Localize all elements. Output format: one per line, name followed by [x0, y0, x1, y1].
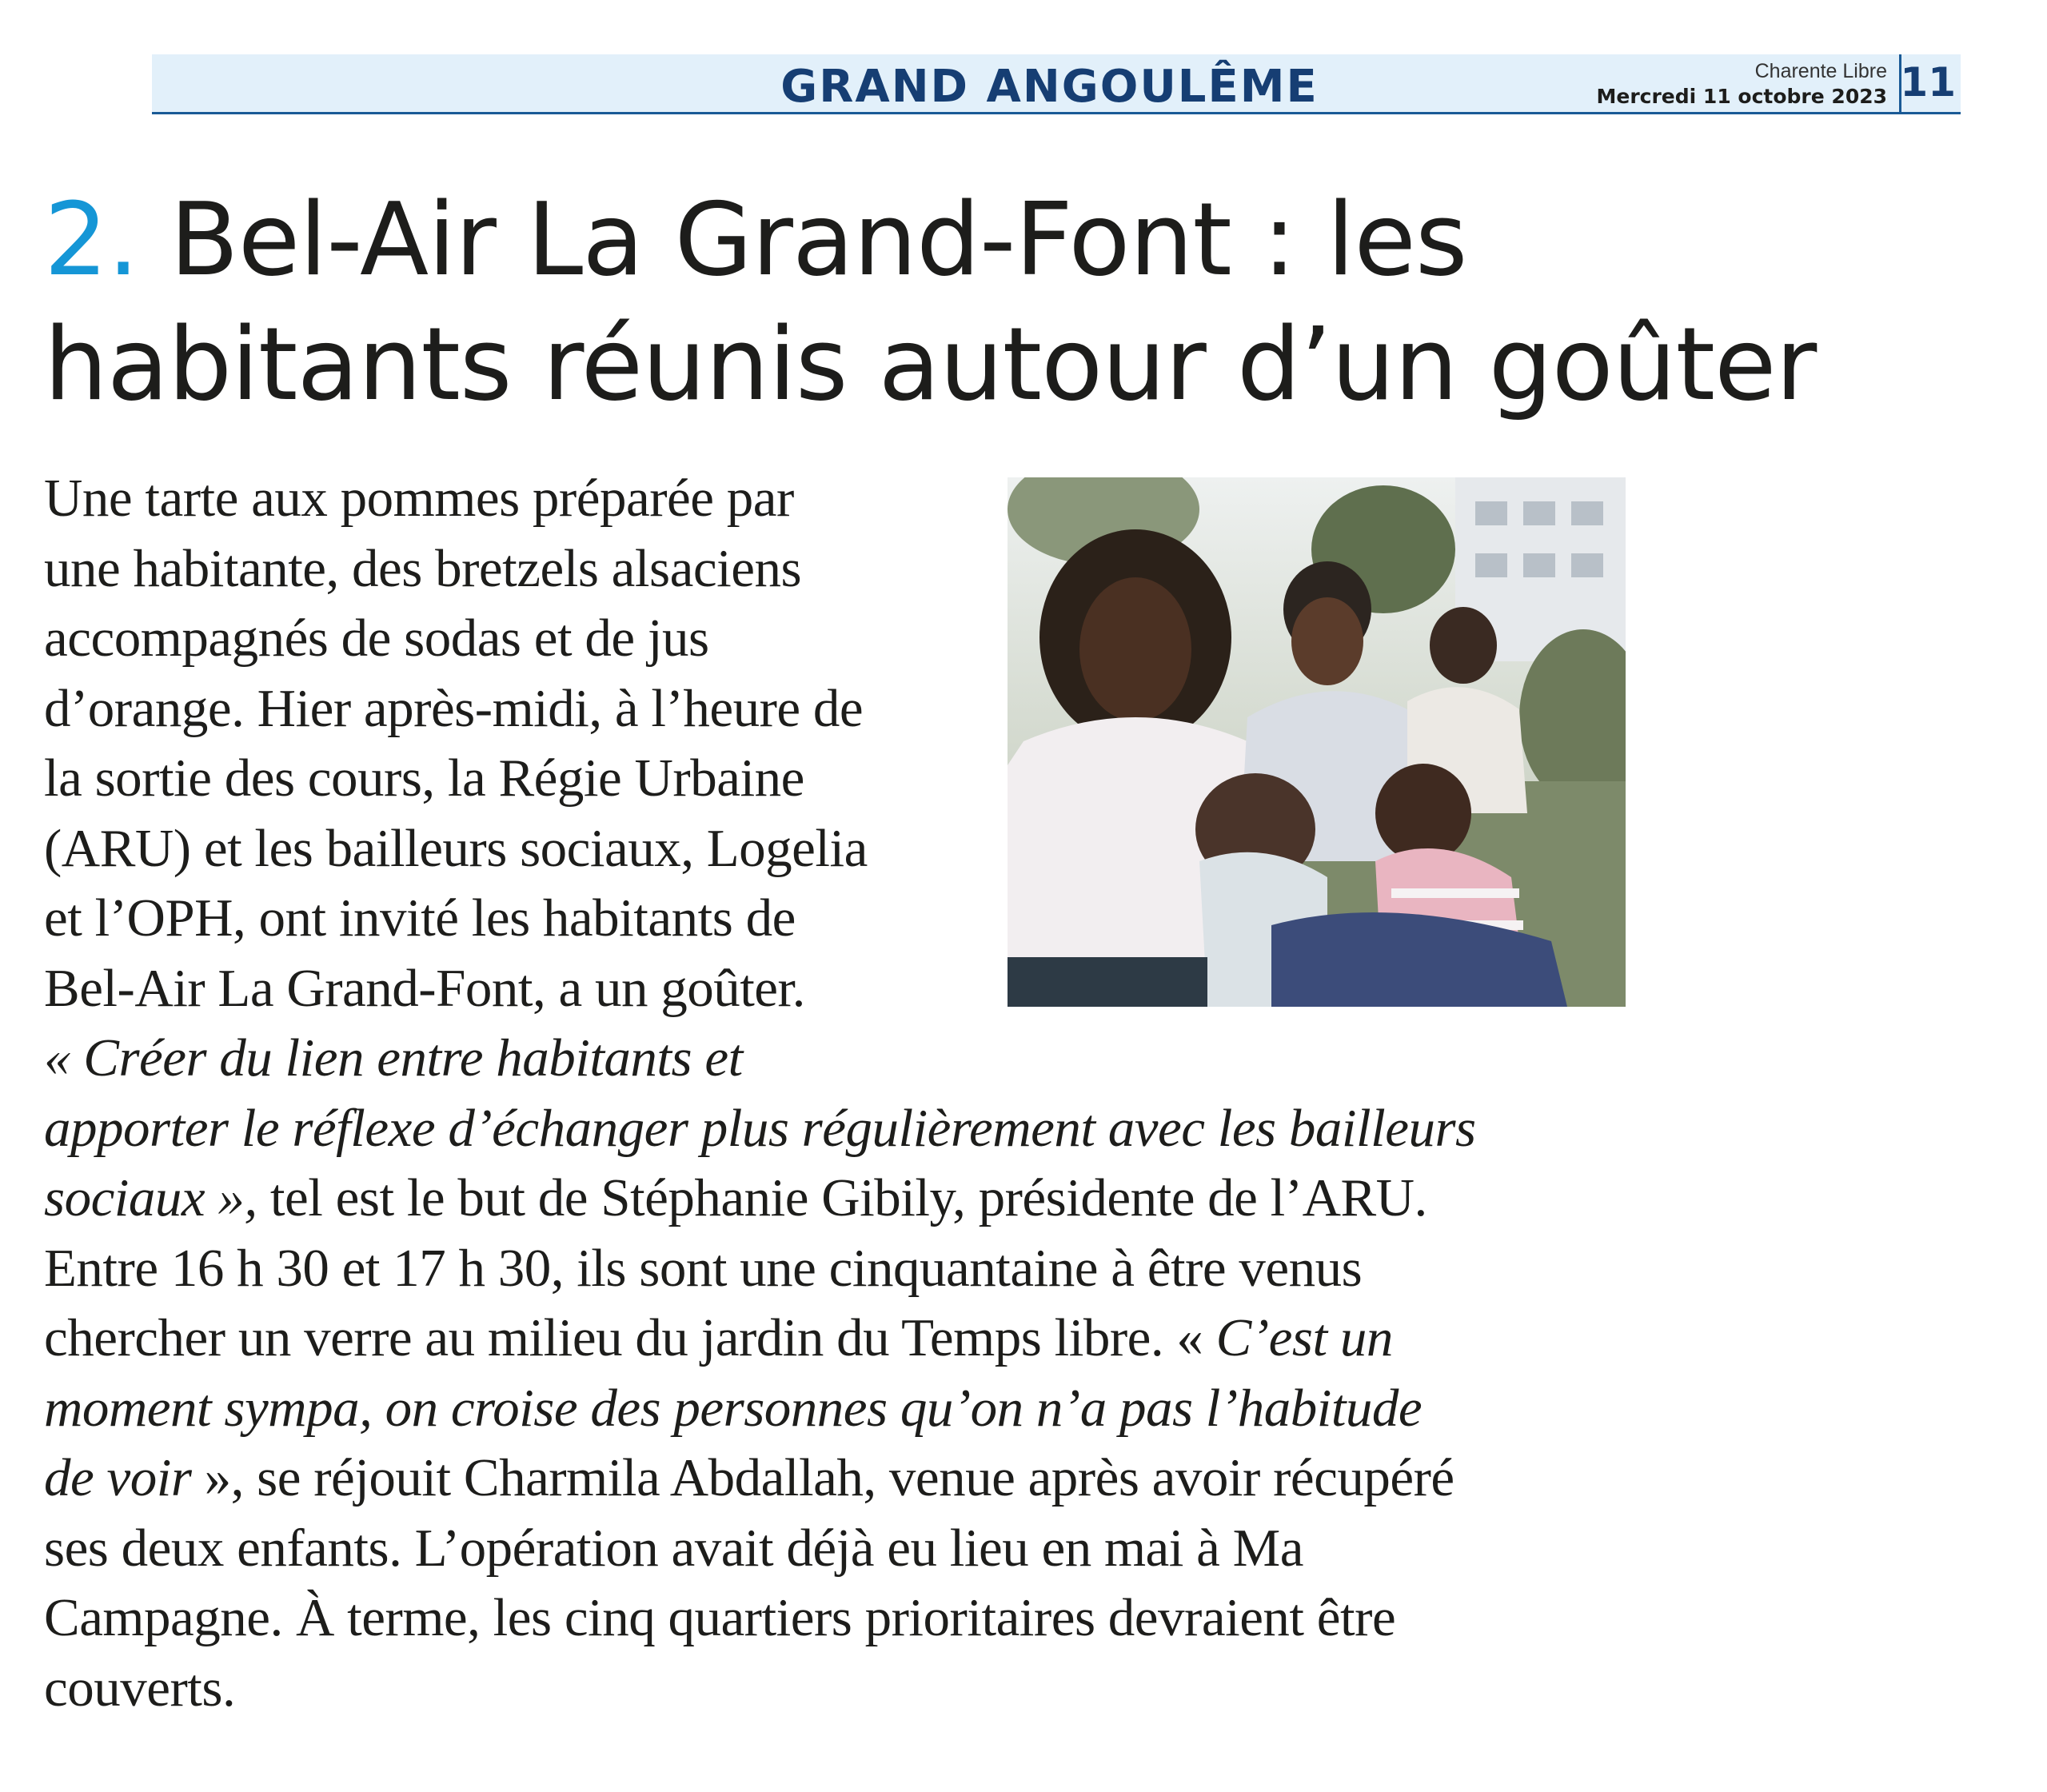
body-line: Une tarte aux pommes préparée par [44, 469, 794, 528]
headline-line-1: Bel-Air La Grand-Font : les [170, 181, 1467, 298]
article-headline [44, 178, 1995, 427]
body-line: la sortie des cours, la Régie Urbaine [44, 748, 804, 808]
body-line: Campagne. À terme, les cinq quartiers prioritaires devraient être [44, 1588, 1396, 1647]
section-title: GRAND ANGOULÊME [780, 61, 1319, 113]
quote-text: apporter le réflexe d’échanger plus régulièrement avec les bailleurs [44, 1098, 1476, 1158]
quote-text: moment sympa, on croise des personnes qu’on n’a pas l’habitude [44, 1378, 1423, 1438]
body-line: et l’OPH, ont invité les habitants de [44, 888, 796, 948]
body-line: accompagnés de sodas et de jus [44, 609, 709, 668]
body-line: Entre 16 h 30 et 17 h 30, ils sont une cinquantaine à être venus [44, 1238, 1363, 1298]
quote-text: « Créer du lien entre habitants et [44, 1028, 743, 1088]
body-line [44, 1443, 1643, 1514]
body-text: chercher un verre au milieu du jardin du Temps libre. « [44, 1308, 1216, 1367]
body-line: (ARU) et les bailleurs sociaux, Logelia [44, 818, 868, 878]
headline-line-2: habitants réunis autour d’un goûter [44, 305, 1817, 423]
body-text: », se réjouit Charmila Abdallah, venue après avoir récupéré [191, 1448, 1454, 1507]
quote-text: de voir [44, 1448, 192, 1507]
page-header [152, 54, 1961, 114]
body-line: couverts. [44, 1658, 236, 1718]
body-line-quote [44, 1374, 1643, 1444]
quote-text: C’est un [1215, 1308, 1393, 1367]
quote-text: sociaux », [44, 1168, 257, 1227]
body-line-quote [44, 1094, 1643, 1164]
body-line: d’orange. Hier après-midi, à l’heure de [44, 678, 864, 738]
body-text: tel est le but de Stéphanie Gibily, présidente de l’ARU. [257, 1168, 1427, 1227]
article-body [44, 464, 1643, 1723]
body-line [44, 1163, 1643, 1234]
body-line: ses deux enfants. L’opération avait déjà eu lieu en mai à Ma [44, 1518, 1303, 1578]
body-line: Bel-Air La Grand-Font, a un goûter. [44, 958, 805, 1018]
body-line: une habitante, des bretzels alsaciens [44, 538, 802, 598]
body-line [44, 1303, 1643, 1374]
publication-date: Mercredi 11 octobre 2023 [1596, 85, 1887, 108]
article-number: 2. [44, 181, 139, 298]
body-line-quote [44, 1024, 1643, 1094]
page-number: 11 [1900, 59, 1956, 106]
publication-name: Charente Libre [1754, 60, 1887, 82]
